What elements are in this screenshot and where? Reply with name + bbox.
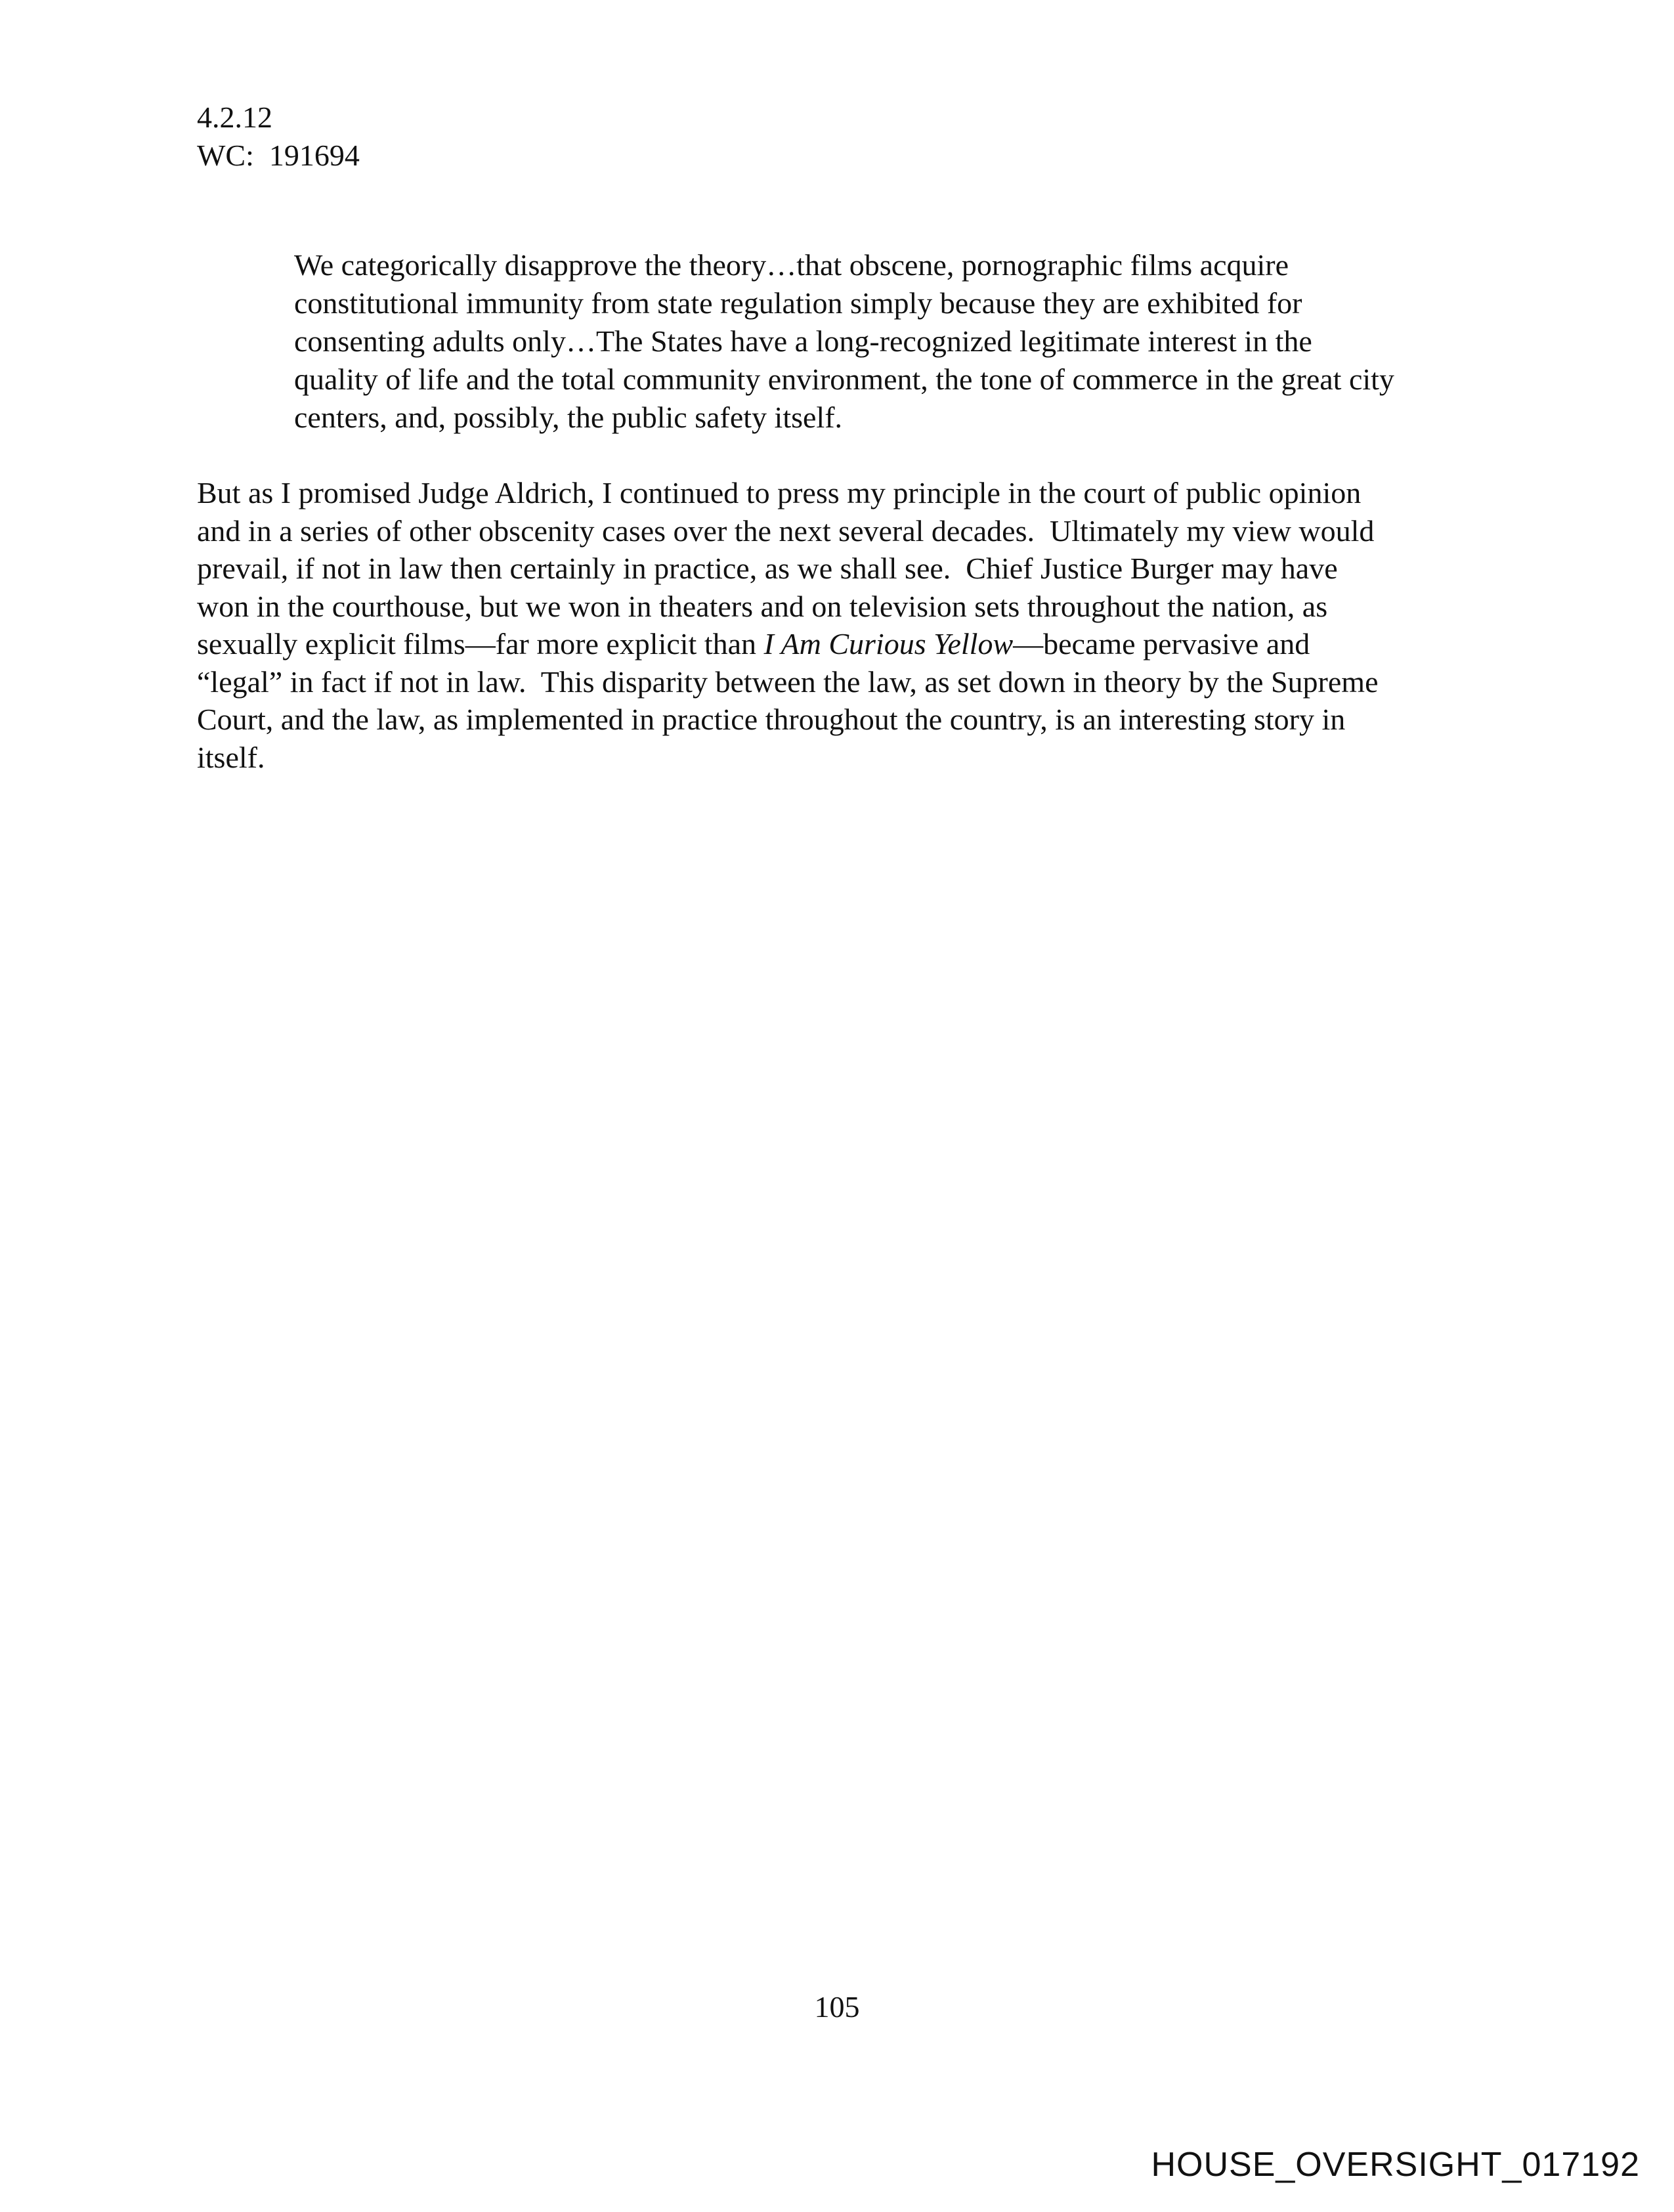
body-paragraph [197, 474, 1510, 776]
body-line-text: sexually explicit films—far more explicit than [197, 627, 764, 661]
body-line: won in the courthouse, but we won in theaters and on television sets throughout the nation, as [197, 589, 1328, 623]
body-line-text: —became pervasive and [1013, 627, 1310, 661]
block-quote [294, 246, 1541, 437]
body-line: and in a series of other obscenity cases over the next several decades. Ultimately my view would [197, 513, 1375, 548]
body-line: itself. [197, 740, 265, 774]
header-date: 4.2.12 [197, 100, 272, 134]
document-header [197, 98, 360, 175]
body-line: Court, and the law, as implemented in practice throughout the country, is an interesting story in [197, 703, 1346, 736]
page-number: 105 [814, 1990, 860, 2024]
block-quote-line: We categorically disapprove the theory…that obscene, pornographic films acquire [294, 248, 1289, 282]
block-quote-line: centers, and, possibly, the public safety itself. [294, 401, 843, 434]
block-quote-line: consenting adults only…The States have a long-recognized legitimate interest in the [294, 324, 1312, 358]
block-quote-line: quality of life and the total community environment, the tone of commerce in the great city [294, 362, 1394, 396]
body-line: “legal” in fact if not in law. This disparity between the law, as set down in theory by the Supreme [197, 664, 1379, 699]
body-line: But as I promised Judge Aldrich, I continued to press my principle in the court of public opinion [197, 476, 1362, 510]
body-line [197, 625, 1510, 663]
film-title: I Am Curious Yellow [763, 627, 1014, 661]
header-word-count: WC: 191694 [197, 139, 360, 172]
body-line: prevail, if not in law then certainly in practice, as we shall see. Chief Justice Burger may have [197, 552, 1338, 585]
bates-stamp: HOUSE_OVERSIGHT_017192 [1151, 2146, 1640, 2184]
block-quote-line: constitutional immunity from state regulation simply because they are exhibited for [294, 286, 1302, 320]
